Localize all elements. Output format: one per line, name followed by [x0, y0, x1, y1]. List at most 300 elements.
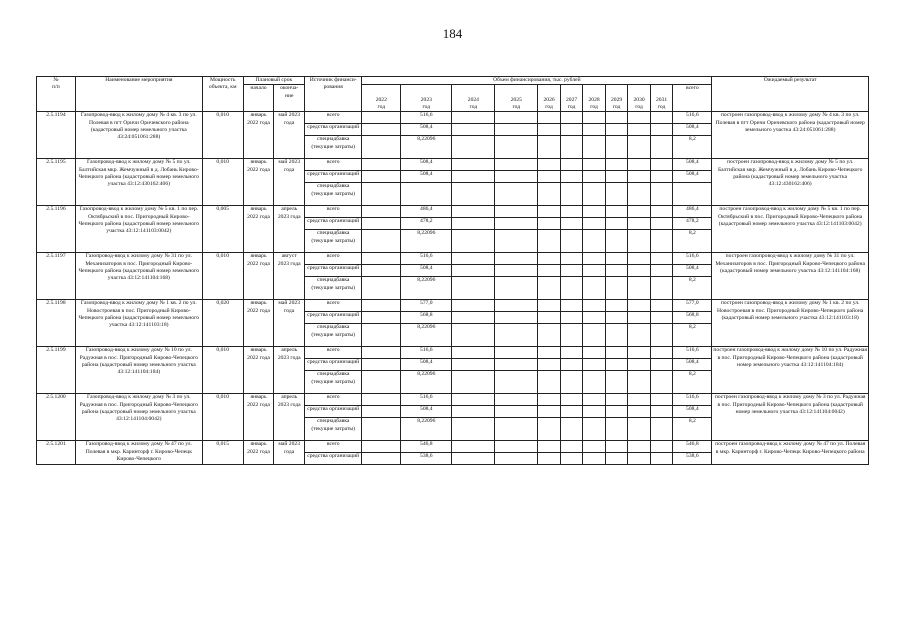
value-total: 508,4 — [673, 359, 712, 371]
value-empty — [583, 418, 606, 441]
value-empty — [650, 253, 673, 265]
value-empty — [452, 124, 495, 136]
item-result: построен газопровод-ввод к жилому дому № 5 кв. 1 по пер. Октябрьский в пос. Пригородный Кирово-Чепецкого района (кадастровый номер земельного участка 43:12:141103:0042) — [712, 206, 869, 253]
value-2022 — [362, 312, 401, 324]
value-2022 — [362, 159, 401, 171]
value-empty — [650, 406, 673, 418]
value-total: 508,4 — [673, 265, 712, 277]
value-empty — [452, 441, 495, 453]
value-empty — [583, 406, 606, 418]
value-empty — [560, 453, 583, 465]
value-2022 — [362, 171, 401, 183]
item-capacity: 0,020 — [202, 300, 243, 347]
value-2023: 508,4 — [401, 265, 452, 277]
value-2022 — [362, 277, 401, 300]
value-empty — [583, 324, 606, 347]
value-empty — [560, 371, 583, 394]
source-label: спецнадбавка (текущие затраты) — [305, 183, 362, 206]
value-empty — [583, 371, 606, 394]
value-empty — [495, 300, 538, 312]
value-empty — [452, 112, 495, 124]
value-empty — [538, 230, 561, 253]
value-empty — [495, 441, 538, 453]
item-end: май 2023 года — [274, 441, 305, 465]
value-empty — [495, 230, 538, 253]
source-label: всего — [305, 206, 362, 218]
value-total: 8,2 — [673, 324, 712, 347]
table-row — [37, 253, 869, 265]
value-empty — [538, 206, 561, 218]
source-label: средства организаций — [305, 359, 362, 371]
value-empty — [605, 277, 628, 300]
value-empty — [583, 183, 606, 206]
value-empty — [538, 159, 561, 171]
value-empty — [560, 300, 583, 312]
value-empty — [452, 359, 495, 371]
item-end: май 2023 года — [274, 112, 305, 159]
item-result: построен газопровод-ввод к жилому дому № 47 по ул. Полевая в мкр. Каринторф г. Кирово-Чепецк Кирово-Чепецкого района — [712, 441, 869, 465]
value-2023: 508,4 — [401, 171, 452, 183]
item-name: Газопровод-ввод к жилому дому № 4 кв. 3 по ул. Полевая в пгт Оричи Оричевского района (кадастровый номер земельного участка 43:24:051061:288) — [75, 112, 202, 159]
source-label: средства организаций — [305, 218, 362, 230]
value-empty — [650, 183, 673, 206]
item-start: январь 2022 года — [243, 253, 274, 300]
value-empty — [650, 347, 673, 359]
value-total: 8,2 — [673, 277, 712, 300]
value-empty — [605, 159, 628, 171]
value-empty — [452, 371, 495, 394]
value-empty — [650, 112, 673, 124]
value-2022 — [362, 183, 401, 206]
value-2023: 508,4 — [401, 124, 452, 136]
value-empty — [560, 359, 583, 371]
source-label: всего — [305, 253, 362, 265]
value-empty — [650, 218, 673, 230]
value-empty — [650, 159, 673, 171]
value-empty — [583, 347, 606, 359]
value-total: 508,4 — [673, 159, 712, 171]
source-label: спецнадбавка (текущие затраты) — [305, 230, 362, 253]
col-header-year: 2029 год — [605, 85, 628, 112]
value-empty — [583, 206, 606, 218]
item-end: май 2023 года — [274, 159, 305, 206]
col-header-year: 2028 год — [583, 85, 606, 112]
value-empty — [560, 183, 583, 206]
item-start: январь 2022 года — [243, 394, 274, 441]
value-empty — [560, 324, 583, 347]
value-empty — [538, 453, 561, 465]
value-empty — [628, 418, 651, 441]
value-empty — [583, 159, 606, 171]
value-empty — [495, 394, 538, 406]
value-empty — [605, 112, 628, 124]
value-empty — [560, 312, 583, 324]
value-empty — [538, 136, 561, 159]
value-empty — [628, 253, 651, 265]
value-empty — [605, 441, 628, 453]
value-2023: 568,8 — [401, 312, 452, 324]
value-empty — [538, 441, 561, 453]
value-empty — [495, 171, 538, 183]
value-2023: 8,22096 — [401, 277, 452, 300]
source-label: спецнадбавка (текущие затраты) — [305, 324, 362, 347]
source-label: средства организаций — [305, 171, 362, 183]
item-result: построен газопровод-ввод к жилому дому № 3 по ул. Радужная в пос. Пригородный Кирово-Чепецкого района (кадастровый номер земельного участка 43:12:141104:0042) — [712, 394, 869, 441]
value-empty — [452, 183, 495, 206]
value-empty — [628, 183, 651, 206]
value-empty — [560, 218, 583, 230]
item-number: 2.5.1201 — [37, 441, 76, 465]
col-header-volume: Объем финансирования, тыс. рублей — [362, 77, 712, 85]
table-row — [37, 159, 869, 171]
value-empty — [650, 312, 673, 324]
value-empty — [628, 300, 651, 312]
value-2023: 546,8 — [401, 441, 452, 453]
value-2022 — [362, 265, 401, 277]
item-number: 2.5.1198 — [37, 300, 76, 347]
item-result: построен газопровод-ввод к жилому дому № 5 по ул. Балтийская мкр. Жемчужный в д. Лобань Кирово-Чепецкого района (кадастровый номер земельного участка 43:12:430162:406) — [712, 159, 869, 206]
value-empty — [560, 277, 583, 300]
item-number: 2.5.1196 — [37, 206, 76, 253]
value-empty — [452, 218, 495, 230]
value-empty — [583, 394, 606, 406]
value-empty — [560, 159, 583, 171]
value-2022 — [362, 453, 401, 465]
value-empty — [628, 324, 651, 347]
value-empty — [538, 183, 561, 206]
value-empty — [560, 206, 583, 218]
value-empty — [452, 312, 495, 324]
value-empty — [650, 394, 673, 406]
value-empty — [538, 324, 561, 347]
value-total — [673, 183, 712, 206]
value-empty — [605, 136, 628, 159]
value-total: 486,4 — [673, 206, 712, 218]
value-2022 — [362, 218, 401, 230]
value-empty — [452, 300, 495, 312]
value-empty — [560, 124, 583, 136]
value-2023: 508,4 — [401, 359, 452, 371]
value-empty — [628, 406, 651, 418]
value-empty — [628, 441, 651, 453]
item-result: построен газопровод-ввод к жилому дому № 10 по ул. Радужная в пос. Пригородный Кирово-Чепецкого района (кадастровый номер земельного участка 43:12:141104:184) — [712, 347, 869, 394]
value-total: 508,4 — [673, 406, 712, 418]
item-capacity: 0,015 — [202, 441, 243, 465]
value-total: 478,2 — [673, 218, 712, 230]
value-total: 8,2 — [673, 371, 712, 394]
item-capacity: 0,010 — [202, 112, 243, 159]
value-empty — [538, 394, 561, 406]
value-empty — [583, 453, 606, 465]
col-header-year: 2030 год — [628, 85, 651, 112]
value-empty — [560, 230, 583, 253]
value-2022 — [362, 418, 401, 441]
value-2022 — [362, 206, 401, 218]
item-name: Газопровод-ввод к жилому дому № 10 по ул. Радужная в пос. Пригородный Кирово-Чепецкого района (кадастровый номер земельного участка 43:12:141104:184) — [75, 347, 202, 394]
item-start: январь 2022 года — [243, 441, 274, 465]
item-result: построен газопровод-ввод к жилому дому № 31 по ул. Механизаторов в пос. Пригородный Кирово-Чепецкого района (кадастровый номер земельного участка 43:12:141104:168) — [712, 253, 869, 300]
value-2023: 508,4 — [401, 159, 452, 171]
item-number: 2.5.1194 — [37, 112, 76, 159]
value-empty — [452, 277, 495, 300]
source-label: средства организаций — [305, 312, 362, 324]
value-empty — [495, 406, 538, 418]
value-empty — [583, 112, 606, 124]
source-label: всего — [305, 394, 362, 406]
value-empty — [605, 418, 628, 441]
value-empty — [605, 230, 628, 253]
value-empty — [452, 406, 495, 418]
value-empty — [560, 112, 583, 124]
value-2022 — [362, 300, 401, 312]
item-capacity: 0,005 — [202, 206, 243, 253]
value-2023: 516,6 — [401, 112, 452, 124]
value-empty — [628, 265, 651, 277]
value-empty — [495, 218, 538, 230]
source-label: всего — [305, 300, 362, 312]
value-empty — [452, 230, 495, 253]
value-empty — [538, 171, 561, 183]
item-start: январь 2022 года — [243, 206, 274, 253]
value-empty — [628, 171, 651, 183]
item-end: май 2023 года — [274, 300, 305, 347]
value-empty — [495, 136, 538, 159]
item-name: Газопровод-ввод к жилому дому № 1 кв. 2 по ул. Новостроевая в пос. Пригородный Кирово-Чепецкого района (кадастровый номер земельного участка 43:12:141103:18) — [75, 300, 202, 347]
value-2023: 508,4 — [401, 406, 452, 418]
value-empty — [605, 171, 628, 183]
value-2023: 8,22096 — [401, 230, 452, 253]
value-empty — [560, 347, 583, 359]
value-empty — [560, 418, 583, 441]
item-end: апрель 2023 года — [274, 206, 305, 253]
financing-table — [36, 76, 869, 465]
source-label: спецнадбавка (текущие затраты) — [305, 136, 362, 159]
value-empty — [538, 112, 561, 124]
value-total: 8,2 — [673, 230, 712, 253]
value-2023: 516,6 — [401, 347, 452, 359]
value-empty — [605, 124, 628, 136]
value-total: 8,2 — [673, 136, 712, 159]
item-start: январь 2022 года — [243, 300, 274, 347]
value-total: 538,6 — [673, 453, 712, 465]
value-2022 — [362, 136, 401, 159]
source-label: всего — [305, 441, 362, 453]
value-empty — [452, 453, 495, 465]
value-empty — [583, 359, 606, 371]
value-2022 — [362, 359, 401, 371]
col-header-year: 2022 год — [362, 85, 401, 112]
value-2022 — [362, 406, 401, 418]
value-empty — [650, 359, 673, 371]
item-number: 2.5.1200 — [37, 394, 76, 441]
value-empty — [605, 324, 628, 347]
value-total: 508,4 — [673, 171, 712, 183]
table-row — [37, 441, 869, 453]
value-2023: 516,6 — [401, 394, 452, 406]
value-empty — [605, 371, 628, 394]
source-label: всего — [305, 347, 362, 359]
value-empty — [583, 136, 606, 159]
table-row — [37, 206, 869, 218]
value-empty — [538, 124, 561, 136]
value-total: 568,8 — [673, 312, 712, 324]
value-empty — [583, 300, 606, 312]
value-empty — [650, 453, 673, 465]
value-2023 — [401, 183, 452, 206]
value-empty — [583, 124, 606, 136]
value-empty — [495, 206, 538, 218]
table-row — [37, 394, 869, 406]
page-number: 184 — [442, 26, 463, 41]
value-empty — [628, 230, 651, 253]
value-empty — [452, 206, 495, 218]
value-empty — [452, 418, 495, 441]
value-empty — [538, 253, 561, 265]
value-empty — [560, 136, 583, 159]
col-header-year: 2023 год — [401, 85, 452, 112]
item-name: Газопровод-ввод к жилому дому № 5 по ул. Балтийская мкр. Жемчужный в д. Лобань Кирово-Чепецкого района (кадастровый номер земельного участка 43:12:430162:406) — [75, 159, 202, 206]
value-total: 516,6 — [673, 253, 712, 265]
col-header-total: всего — [673, 85, 712, 112]
value-total: 516,6 — [673, 347, 712, 359]
value-empty — [583, 441, 606, 453]
col-header-end: оконча- ние — [274, 85, 305, 112]
value-2022 — [362, 347, 401, 359]
value-2023: 516,6 — [401, 253, 452, 265]
value-empty — [452, 136, 495, 159]
value-empty — [560, 441, 583, 453]
value-empty — [650, 171, 673, 183]
source-label: спецнадбавка (текущие затраты) — [305, 418, 362, 441]
value-empty — [538, 347, 561, 359]
value-empty — [583, 312, 606, 324]
value-2023: 8,22096 — [401, 371, 452, 394]
item-capacity: 0,010 — [202, 253, 243, 300]
value-empty — [628, 159, 651, 171]
value-empty — [538, 277, 561, 300]
value-empty — [495, 277, 538, 300]
source-label: спецнадбавка (текущие затраты) — [305, 371, 362, 394]
value-empty — [628, 136, 651, 159]
col-header-start: начало — [243, 85, 274, 112]
value-empty — [650, 124, 673, 136]
value-empty — [495, 418, 538, 441]
value-2022 — [362, 324, 401, 347]
value-empty — [605, 406, 628, 418]
value-empty — [538, 418, 561, 441]
value-empty — [650, 277, 673, 300]
value-2022 — [362, 230, 401, 253]
value-empty — [628, 453, 651, 465]
value-empty — [495, 183, 538, 206]
value-empty — [650, 371, 673, 394]
item-name: Газопровод-ввод к жилому дому № 31 по ул. Механизаторов в пос. Пригородный Кирово-Чепецкого района (кадастровый номер земельного участка 43:12:141104:168) — [75, 253, 202, 300]
item-name: Газопровод-ввод к жилому дому № 47 по ул. Полевая в мкр. Каринторф г. Кирово-Чепецк Кирово-Чепецкого — [75, 441, 202, 465]
value-empty — [605, 453, 628, 465]
value-empty — [583, 265, 606, 277]
source-label: средства организаций — [305, 406, 362, 418]
value-empty — [452, 394, 495, 406]
item-capacity: 0,010 — [202, 394, 243, 441]
col-header-year: 2031 год — [650, 85, 673, 112]
value-2022 — [362, 124, 401, 136]
col-header-year: 2024 год — [452, 85, 495, 112]
value-total: 516,6 — [673, 112, 712, 124]
value-empty — [628, 359, 651, 371]
item-number: 2.5.1199 — [37, 347, 76, 394]
value-empty — [452, 347, 495, 359]
value-empty — [650, 265, 673, 277]
value-empty — [452, 171, 495, 183]
value-empty — [628, 124, 651, 136]
value-total: 508,4 — [673, 124, 712, 136]
value-empty — [605, 265, 628, 277]
value-empty — [583, 218, 606, 230]
value-2022 — [362, 394, 401, 406]
value-empty — [452, 253, 495, 265]
source-label: средства организаций — [305, 265, 362, 277]
value-empty — [650, 300, 673, 312]
value-2023: 538,6 — [401, 453, 452, 465]
col-header-year: 2027 год — [560, 85, 583, 112]
col-header-capacity: Мощность объекта, км — [202, 77, 243, 112]
col-header-result: Ожидаемый результат — [712, 77, 869, 112]
value-empty — [605, 206, 628, 218]
table-row — [37, 347, 869, 359]
value-empty — [583, 277, 606, 300]
value-empty — [583, 253, 606, 265]
value-empty — [452, 324, 495, 347]
value-empty — [583, 171, 606, 183]
value-empty — [495, 253, 538, 265]
col-header-source: Источник финанси- рования — [305, 77, 362, 112]
value-empty — [495, 159, 538, 171]
value-empty — [560, 394, 583, 406]
value-empty — [628, 394, 651, 406]
source-label: средства организаций — [305, 453, 362, 465]
value-empty — [650, 418, 673, 441]
value-empty — [605, 347, 628, 359]
value-2023: 577,0 — [401, 300, 452, 312]
value-empty — [628, 312, 651, 324]
value-empty — [495, 265, 538, 277]
value-empty — [650, 230, 673, 253]
col-header-no: № п/п — [37, 77, 76, 112]
value-empty — [538, 359, 561, 371]
item-capacity: 0,010 — [202, 159, 243, 206]
table-row — [37, 300, 869, 312]
item-start: январь 2022 года — [243, 347, 274, 394]
col-header-plan-term: Плановый срок — [243, 77, 304, 85]
col-header-year: 2025 год — [495, 85, 538, 112]
col-header-year: 2026 год — [538, 85, 561, 112]
value-2022 — [362, 112, 401, 124]
value-empty — [538, 265, 561, 277]
item-end: апрель 2023 года — [274, 394, 305, 441]
value-empty — [495, 112, 538, 124]
value-empty — [628, 371, 651, 394]
item-end: август 2023 года — [274, 253, 305, 300]
value-empty — [650, 136, 673, 159]
value-empty — [495, 312, 538, 324]
value-empty — [628, 206, 651, 218]
value-empty — [560, 406, 583, 418]
value-empty — [605, 218, 628, 230]
value-empty — [560, 265, 583, 277]
value-empty — [628, 277, 651, 300]
value-empty — [495, 347, 538, 359]
item-number: 2.5.1197 — [37, 253, 76, 300]
